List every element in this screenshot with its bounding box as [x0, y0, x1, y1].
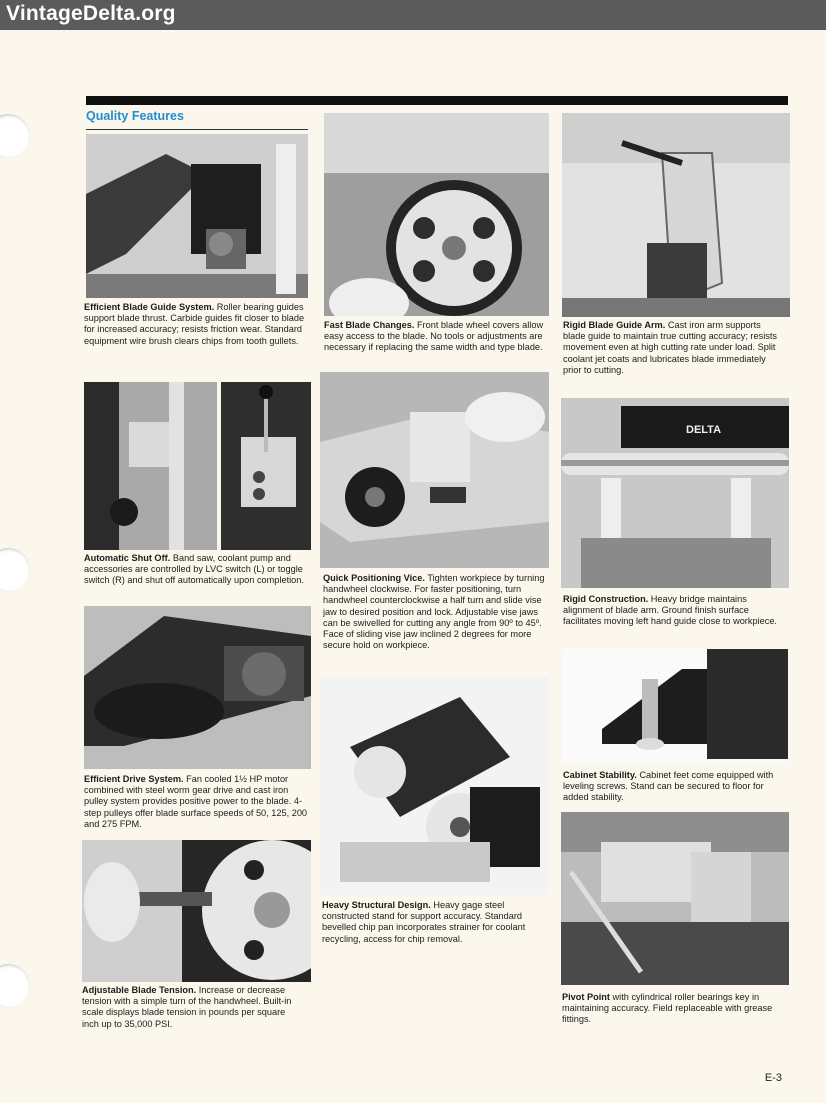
caption-title: Heavy Structural Design.	[322, 900, 431, 910]
caption-text: Cabinet feet come equipped with leveling screws. Stand can be secured to floor for added stability.	[563, 770, 774, 803]
binder-hole	[0, 114, 30, 158]
caption-title: Quick Positioning Vice.	[323, 573, 425, 583]
caption-title: Efficient Drive System.	[84, 774, 184, 784]
caption-title: Rigid Blade Guide Arm.	[563, 320, 666, 330]
caption-structural-design	[322, 900, 548, 945]
binder-hole	[0, 964, 30, 1008]
section-title-underline	[86, 129, 308, 130]
delta-logo-text: DELTA	[686, 424, 722, 436]
header-rule	[86, 96, 788, 105]
photo-structural-design	[320, 677, 548, 895]
photo-blade-change	[324, 113, 549, 316]
caption-text: Heavy bridge maintains alignment of blade arm. Ground finish surface facilitates moving left hand guide close to workpiece.	[563, 594, 777, 627]
caption-title: Pivot Point	[562, 992, 610, 1002]
caption-text: Roller bearing guides support blade thrust. Carbide guides fit closer to blade for increased accuracy; resists friction wear. Standard equipment wire brush clears chips from tooth gullets.	[84, 302, 305, 346]
caption-shut-off	[84, 553, 312, 587]
caption-pivot-point	[562, 992, 786, 1026]
caption-text: Band saw, coolant pump and accessories are controlled by LVC switch (L) or toggle switch (R) and shut off automatically upon completion.	[84, 553, 304, 586]
photo-shut-off-right	[221, 382, 311, 550]
caption-text: Cast iron arm supports blade guide to maintain true cutting accuracy; resists movement even at high cutting rate under load. Split coolant jet coats and lubricates blade immediately prior to cutting.	[563, 320, 777, 375]
caption-text: Increase or decrease tension with a simple turn of the handwheel. Built-in scale displays blade tension in pounds per square inch up to 35,000 PSI.	[82, 985, 292, 1029]
photo-cabinet-stability	[562, 649, 788, 764]
site-header-bar	[0, 0, 826, 30]
caption-text: Front blade wheel covers allow easy access to the blade. No tools or adjustments are necessary if replacing the same width and type blade.	[324, 320, 544, 353]
photo-positioning-vice	[320, 372, 549, 568]
page-number: E-3	[764, 1072, 782, 1084]
caption-text: Fan cooled 1½ HP motor combined with steel worm gear drive and cast iron pulley system provides positive power to the blade. 4-step pulleys offer blade surface speeds of 50, 125, 200 and 275 FPM.	[84, 774, 308, 829]
caption-text: Tighten workpiece by turning handwheel clockwise. For faster positioning, turn handwheel counterclockwise a half turn and slide vise jaw to desired position and lock. Adjustable vise jaws can be swivelled for cutting any angle from 90º to 45º. Face of sliding vise jaw inclined 2 degrees for more secure hold on workpiece.	[323, 573, 545, 651]
photo-pivot-point	[561, 812, 789, 985]
caption-text: Heavy gage steel constructed stand for support accuracy. Standard bevelled chip pan incorporates strainer for coolant recycling, access for chip removal.	[322, 900, 526, 944]
section-title: Quality Features	[86, 109, 184, 123]
photo-blade-guide	[86, 134, 308, 298]
caption-title: Cabinet Stability.	[563, 770, 637, 780]
caption-drive-system	[84, 774, 312, 830]
caption-title: Fast Blade Changes.	[324, 320, 415, 330]
binder-hole	[0, 548, 30, 592]
caption-guide-arm	[563, 320, 785, 376]
caption-positioning-vice	[323, 573, 551, 651]
photo-rigid-construction	[561, 398, 789, 588]
caption-blade-tension	[82, 985, 302, 1030]
caption-blade-guide	[84, 302, 310, 347]
caption-title: Adjustable Blade Tension.	[82, 985, 197, 995]
site-title[interactable]: VintageDelta.org	[6, 2, 176, 25]
caption-title: Rigid Construction.	[563, 594, 649, 604]
photo-blade-tension	[82, 840, 311, 982]
caption-blade-change	[324, 320, 550, 354]
caption-cabinet-stability	[563, 770, 785, 804]
photo-guide-arm	[562, 113, 790, 317]
photo-drive-system	[84, 606, 311, 769]
caption-title: Automatic Shut Off.	[84, 553, 171, 563]
caption-text: with cylindrical roller bearings key in maintaining accuracy. Field replaceable with grease fittings.	[562, 992, 773, 1025]
caption-rigid-construction	[563, 594, 787, 628]
photo-shut-off-left	[84, 382, 217, 550]
caption-title: Efficient Blade Guide System.	[84, 302, 215, 312]
